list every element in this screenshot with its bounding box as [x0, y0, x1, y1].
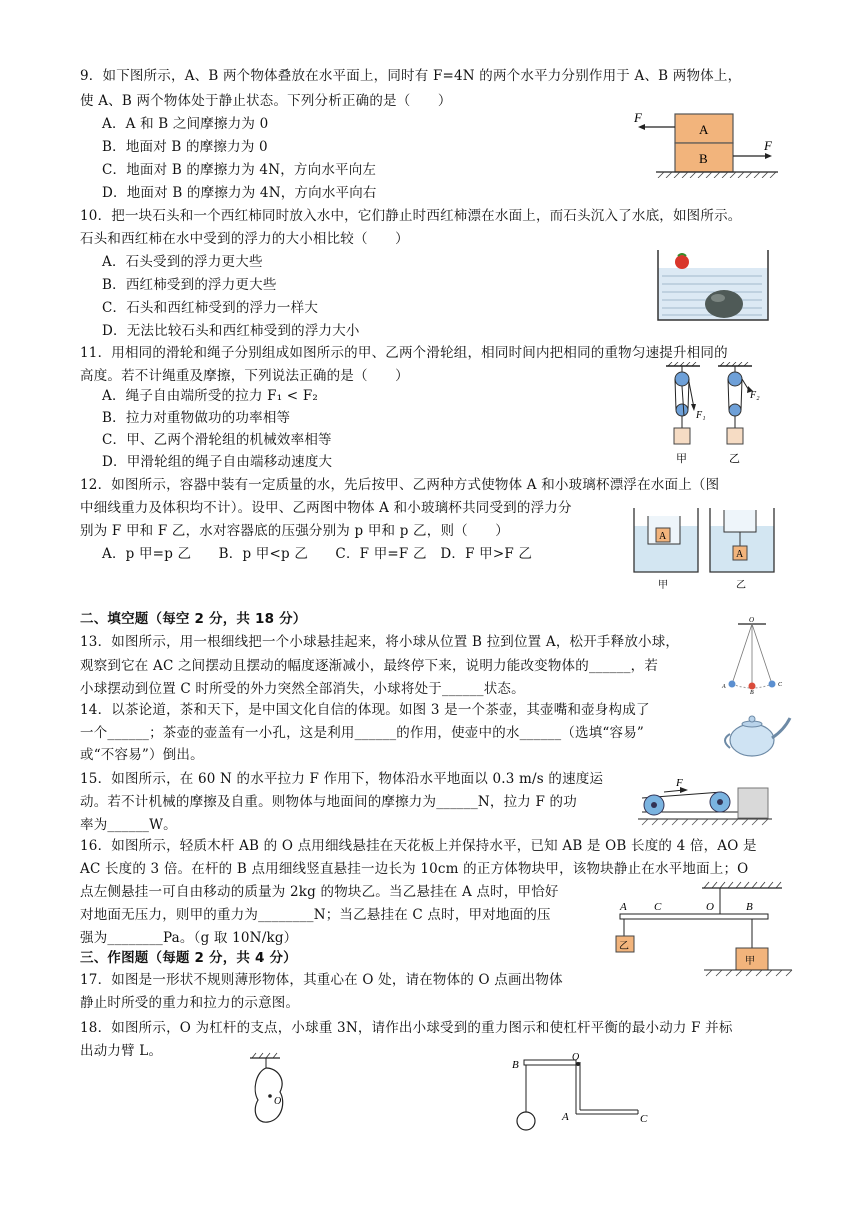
- svg-text:C: C: [640, 1113, 648, 1125]
- svg-text:C: C: [654, 901, 662, 913]
- q9-stacked-blocks-figure: [628, 106, 788, 178]
- svg-text:B: B: [746, 901, 753, 913]
- svg-text:乙: 乙: [729, 453, 740, 465]
- q10-option-b: B．西红柿受到的浮力更大些: [102, 277, 277, 293]
- q17-stem-line1: 17．如图是一形状不规则薄形物体，其重心在 O 处，请在物体的 O 点画出物体: [80, 972, 563, 988]
- svg-text:B: B: [699, 151, 708, 166]
- q16-stem-line4: 对地面无压力，则甲的重力为________N；当乙悬挂在 C 点时，甲对地面的压: [80, 907, 551, 923]
- q11-option-a: A．绳子自由端所受的拉力 F₁ < F₂: [102, 388, 318, 404]
- q14-stem-line1: 14．以茶论道，茶和天下，是中国文化自信的体现。如图 3 是一个茶壶，其壶嘴和壶身构成了: [80, 702, 650, 718]
- section-3-heading: 三、作图题（每题 2 分，共 4 分）: [80, 950, 297, 966]
- svg-text:F: F: [634, 110, 642, 125]
- q12-stem-line1: 12．如图所示，容器中装有一定质量的水，先后按甲、乙两种方式使物体 A 和小玻璃杯漂浮在水面上（图: [80, 477, 720, 493]
- q15-stem-line3: 率为______W。: [80, 817, 177, 833]
- q11-option-b: B．拉力对重物做功的功率相等: [102, 410, 291, 426]
- q9-option-c: C．地面对 B 的摩擦力为 4N，方向水平向左: [102, 162, 377, 178]
- q12-options: A．p 甲=p 乙 B．p 甲<p 乙 C．F 甲=F 乙 D．F 甲>F 乙: [102, 546, 533, 562]
- q9-stem-line2: 使 A、B 两个物体处于静止状态。下列分析正确的是（ ）: [80, 93, 452, 109]
- q15-stem-line1: 15．如图所示，在 60 N 的水平拉力 F 作用下，物体沿水平地面以 0.3 m/s 的速度运: [80, 771, 604, 787]
- q13-stem-line3: 小球摆动到位置 C 时所受的外力突然全部消失，小球将处于______状态。: [80, 681, 525, 697]
- q9-option-b: B．地面对 B 的摩擦力为 0: [102, 139, 268, 155]
- svg-text:O: O: [274, 1096, 282, 1107]
- svg-text:B: B: [750, 690, 754, 694]
- q16-stem-line1: 16．如图所示，轻质木杆 AB 的 O 点用细线悬挂在天花板上并保持水平，已知 AB 是 OB 长度的 4 倍，AO 是: [80, 838, 757, 854]
- section-2-heading: 二、填空题（每空 2 分，共 18 分）: [80, 611, 307, 627]
- svg-text:F: F: [764, 138, 772, 153]
- q14-stem-line2: 一个______；茶壶的壶盖有一小孔，这是利用______的作用，使壶中的水______（选填“容易”: [80, 725, 645, 741]
- q9-option-a: A．A 和 B 之间摩擦力为 0: [102, 116, 269, 132]
- q15-stem-line2: 动。若不计机械的摩擦及自重。则物体与地面间的摩擦力为______N，拉力 F 的功: [80, 794, 577, 810]
- q13-stem-line2: 观察到它在 AC 之间摆动且摆动的幅度逐渐减小，最终停下来，说明力能改变物体的______，若: [80, 658, 659, 674]
- svg-text:A: A: [562, 1111, 569, 1123]
- q11-option-d: D．甲滑轮组的绳子自由端移动速度大: [102, 454, 333, 470]
- q10-option-d: D．无法比较石头和西红柿受到的浮力大小: [102, 323, 360, 339]
- svg-text:O: O: [749, 616, 755, 624]
- q12-floating-cup-figure: [624, 504, 784, 592]
- q17-irregular-plate-figure: [244, 1050, 304, 1130]
- q11-option-c: C．甲、乙两个滑轮组的机械效率相等: [102, 432, 332, 448]
- q10-tomato-stone-figure: [654, 248, 774, 324]
- q12-stem-line2: 中细线重力及体积均不计）。设甲、乙两图中物体 A 和小玻璃杯共同受到的浮力分: [80, 500, 572, 516]
- svg-text:O: O: [572, 1052, 580, 1063]
- svg-text:乙: 乙: [736, 580, 746, 591]
- svg-text:F: F: [676, 777, 683, 789]
- q11-stem-line2: 高度。若不计绳重及摩擦，下列说法正确的是（ ）: [80, 368, 409, 384]
- svg-text:A: A: [659, 531, 667, 542]
- svg-text:F₂: F₂: [750, 390, 760, 401]
- q10-option-c: C．石头和西红柿受到的浮力一样大: [102, 300, 319, 316]
- svg-text:甲: 甲: [658, 580, 668, 591]
- svg-text:A: A: [699, 122, 709, 137]
- q11-stem-line1: 11．用相同的滑轮和绳子分别组成如图所示的甲、乙两个滑轮组，相同时间内把相同的重物匀速提升相同的: [80, 345, 728, 361]
- svg-text:A: A: [620, 901, 627, 913]
- q10-stem-line2: 石头和西红柿在水中受到的浮力的大小相比较（ ）: [80, 231, 409, 247]
- q13-stem-line1: 13．如图所示，用一根细线把一个小球悬挂起来，将小球从位置 B 拉到位置 A，松开手释放小球，: [80, 634, 680, 650]
- svg-text:甲: 甲: [745, 956, 755, 967]
- q10-option-a: A．石头受到的浮力更大些: [102, 254, 263, 270]
- svg-text:A: A: [736, 549, 744, 560]
- q14-stem-line3: 或“不容易”）倒出。: [80, 747, 204, 763]
- q18-stem-line2: 出动力臂 L。: [80, 1043, 163, 1059]
- q17-stem-line2: 静止时所受的重力和拉力的示意图。: [80, 995, 300, 1011]
- q10-stem-line1: 10．把一块石头和一个西红柿同时放入水中，它们静止时西红柿漂在水面上，而石头沉入了水底，如图所示。: [80, 208, 742, 224]
- svg-text:O: O: [706, 901, 714, 913]
- q12-stem-line3: 别为 F 甲和 F 乙，水对容器底的压强分别为 p 甲和 p 乙，则（ ）: [80, 523, 509, 539]
- q18-bent-lever-figure: [504, 1052, 684, 1136]
- q9-stem-line1: 9．如下图所示，A、B 两个物体叠放在水平面上，同时有 F=4N 的两个水平力分别作用于 A、B 两物体上，: [80, 68, 742, 84]
- q13-pendulum-figure: [716, 614, 796, 694]
- q16-stem-line5: 强为________Pa。（g 取 10N/kg）: [80, 930, 298, 946]
- svg-text:A: A: [722, 684, 726, 690]
- q16-lever-figure: [606, 880, 796, 980]
- q14-teapot-figure: [718, 708, 794, 760]
- svg-text:乙: 乙: [619, 941, 629, 952]
- svg-text:甲: 甲: [676, 453, 687, 465]
- q11-pulley-systems-figure: [660, 362, 780, 466]
- q15-pulley-drag-figure: [634, 772, 774, 836]
- q18-stem-line1: 18．如图所示，O 为杠杆的支点，小球重 3N，请作出小球受到的重力图示和使杠杆平衡的最小动力 F 并标: [80, 1020, 733, 1036]
- q16-stem-line3: 点左侧悬挂一可自由移动的质量为 2kg 的物块乙。当乙悬挂在 A 点时，甲恰好: [80, 884, 559, 900]
- q9-option-d: D．地面对 B 的摩擦力为 4N，方向水平向右: [102, 185, 377, 201]
- svg-text:F₁: F₁: [696, 410, 706, 421]
- svg-text:B: B: [512, 1059, 519, 1071]
- svg-text:C: C: [778, 682, 783, 688]
- q16-stem-line2: AC 长度的 3 倍。在杆的 B 点用细线竖直悬挂一边长为 10cm 的正方体物块甲，该物块静止在水平地面上；O: [80, 861, 749, 877]
